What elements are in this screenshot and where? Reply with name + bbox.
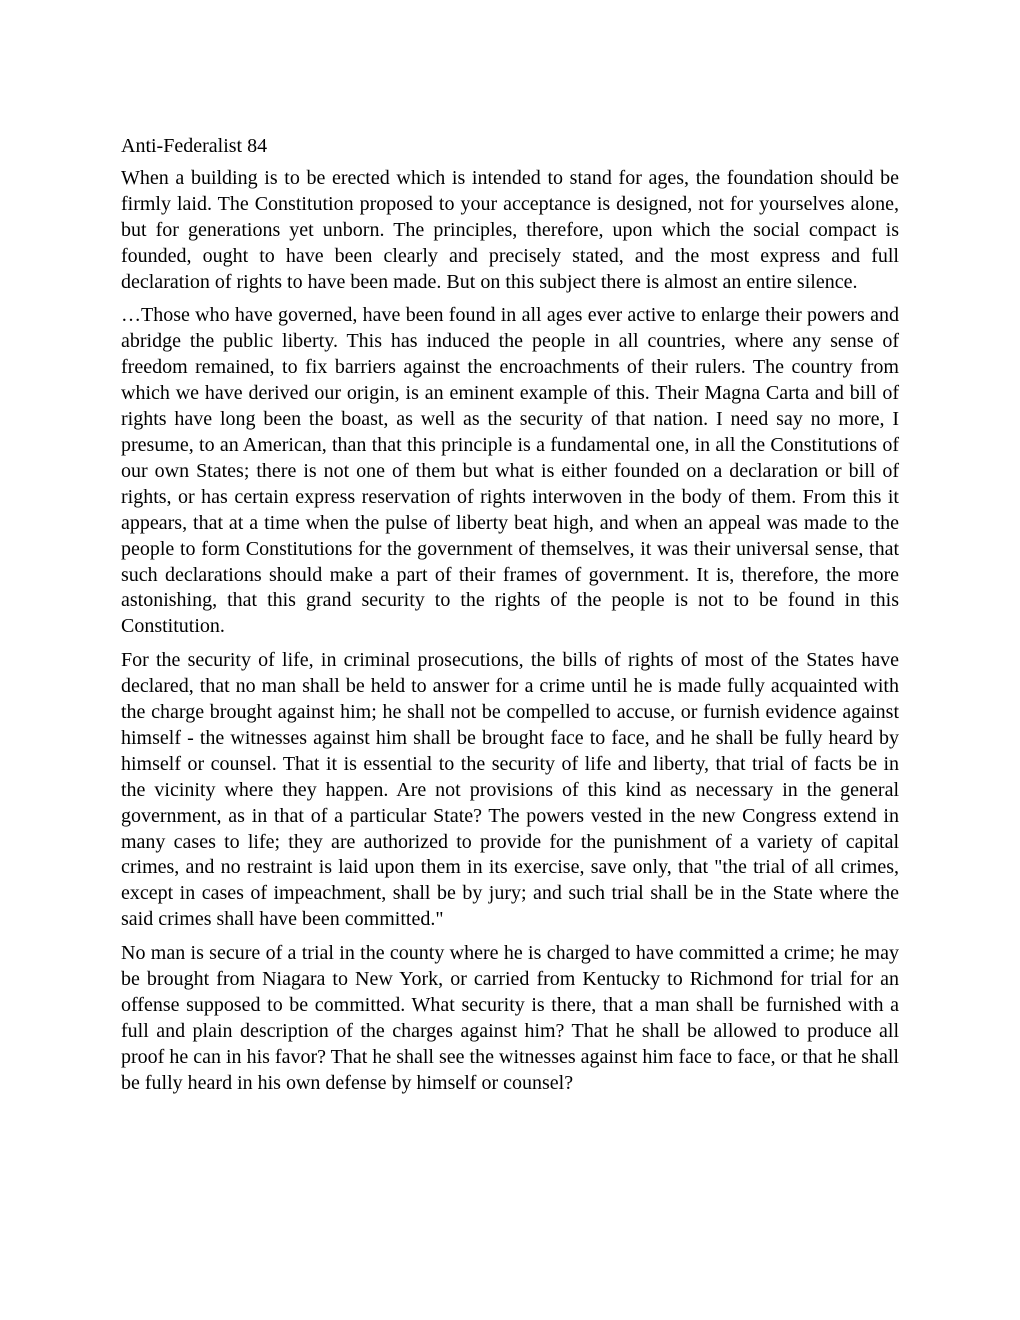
paragraph-3: For the security of life, in criminal prosecutions, the bills of rights of most of the States have declared, that no man shall be held to answer for a crime until he is made fully acquainted with the charge brought against him; he shall not be compelled to accuse, or furnish evidence against himself - the witnesses against him shall be brought face to face, and he shall be fully heard by himself or counsel. That it is essential to the security of life and liberty, that trial of facts be in the vicinity where they happen. Are not provisions of this kind as necessary in the general government, as in that of a particular State? The powers vested in the new Congress extend in many cases to life; they are authorized to provide for the punishment of a variety of capital crimes, and no restraint is laid upon them in its exercise, save only, that "the trial of all crimes, except in cases of impeachment, shall be by jury; and such trial shall be in the State where the said crimes shall have been committed.": [121, 649, 899, 931]
document-page: [121, 134, 899, 1105]
document-title: Anti-Federalist 84: [121, 135, 268, 157]
paragraph-1: When a building is to be erected which is intended to stand for ages, the foundation should be firmly laid. The Constitution proposed to your acceptance is designed, not for yourselves alone, but for generations yet unborn. The principles, therefore, upon which the social compact is founded, ought to have been clearly and precisely stated, and the most express and full declaration of rights to have been made. But on this subject there is almost an entire silence.: [121, 166, 899, 293]
paragraph-4: No man is secure of a trial in the county where he is charged to have committed a crime; he may be brought from Niagara to New York, or carried from Kentucky to Richmond for trial for an offense supposed to be committed. What security is there, that a man shall be furnished with a full and plain description of the charges against him? That he shall be allowed to produce all proof he can in his favor? That he shall see the witnesses against him face to face, or that he shall be fully heard in his own defense by himself or counsel?: [121, 942, 899, 1094]
paragraph-2: …Those who have governed, have been found in all ages ever active to enlarge their powers and abridge the public liberty. This has induced the people in all countries, where any sense of freedom remained, to fix barriers against the encroachments of their rulers. The country from which we have derived our origin, is an eminent example of this. Their Magna Carta and bill of rights have long been the boast, as well as the security of that nation. I need say no more, I presume, to an American, than that this principle is a fundamental one, in all the Constitutions of our own States; there is not one of them but what is either founded on a declaration or bill of rights, or has certain express reservation of rights interwoven in the body of them. From this it appears, that at a time when the pulse of liberty beat high, and when an appeal was made to the people to form Constitutions for the government of themselves, it was their universal sense, that such declarations should make a part of their frames of government. It is, therefore, the more astonishing, that this grand security to the rights of the people is not to be found in this Constitution.: [121, 304, 899, 638]
